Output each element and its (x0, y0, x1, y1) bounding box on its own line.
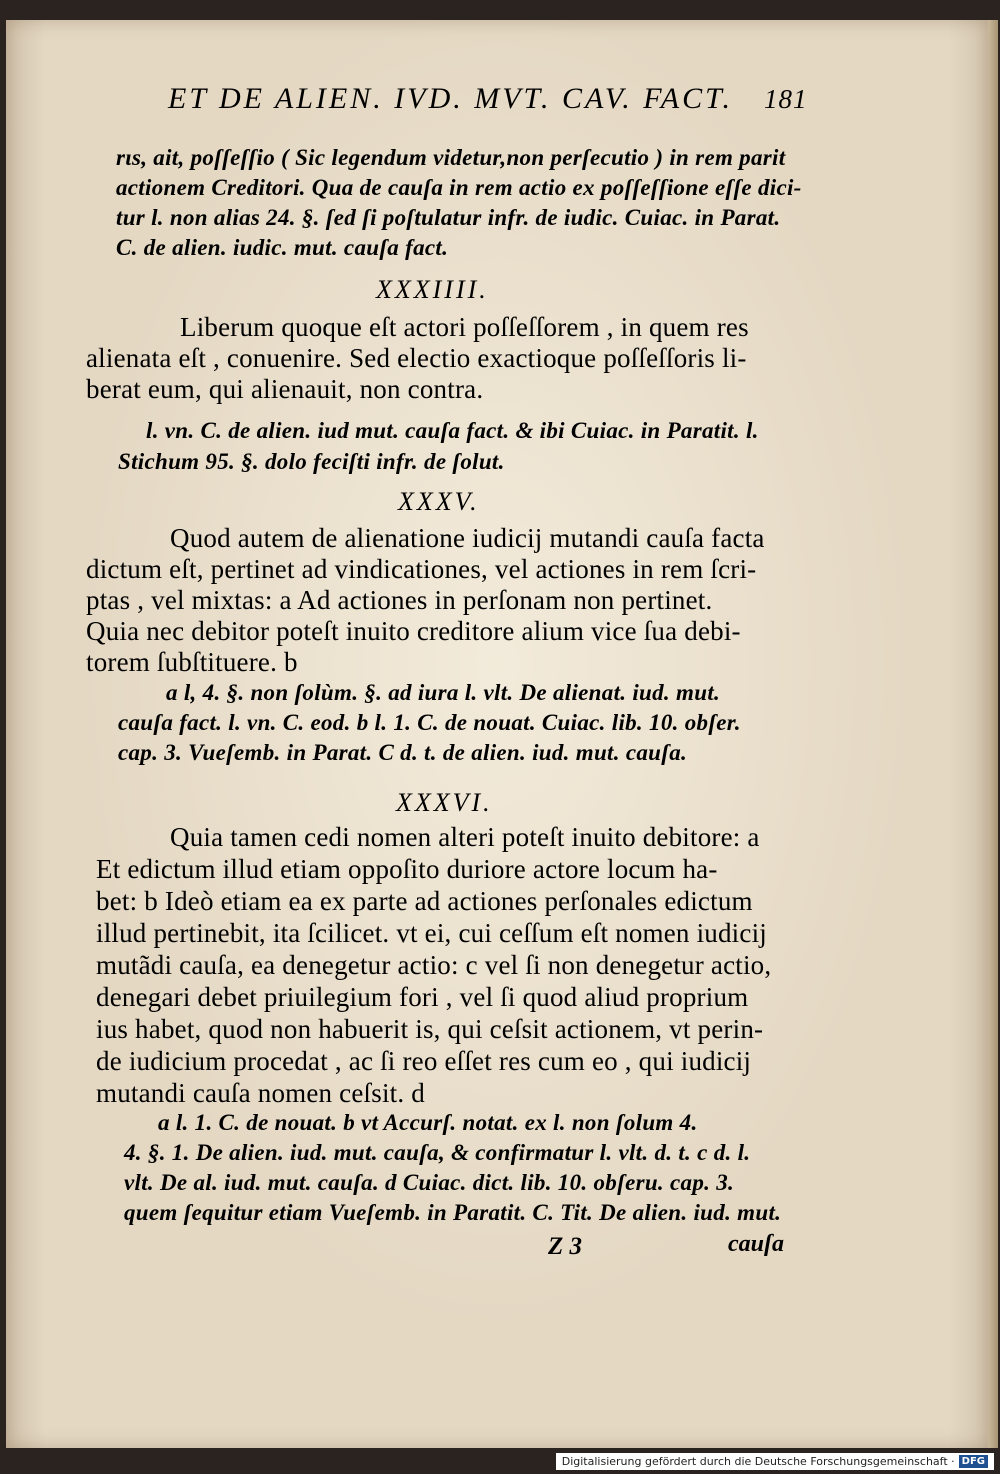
body-line: bet: b Ideò etiam ea ex parte ad actiones perſonales edictum (96, 886, 753, 916)
body-line: de iudicium procedat , ac ſi reo eſſet res cum eo , qui iudicij (96, 1046, 752, 1076)
body-line: alienata eſt , conuenire. Sed electio exactioque poſſeſſoris li- (86, 343, 747, 373)
note-line: Stichum 95. §. dolo feciſti infr. de ſolut. (118, 449, 505, 474)
note-line: quem ſequitur etiam Vueſemb. in Paratit. C. Tit. De alien. iud. mut. (124, 1200, 782, 1225)
body-line: ptas , vel mixtas: a Ad actiones in perſonam non pertinet. (86, 585, 713, 615)
body-line: illud pertinebit, ita ſcilicet. vt ei, cui ceſſum eſt nomen iudicij (96, 918, 767, 948)
note-line: a l, 4. §. non ſolùm. §. ad iura l. vlt. De alienat. iud. mut. (166, 680, 721, 705)
note-line: actionem Creditori. Qua de cauſa in rem actio ex poſſeſſione eſſe dici- (116, 175, 802, 200)
footer-credit: Digitalisierung gefördert durch die Deutsche Forschungsgemeinschaft · (561, 1455, 955, 1468)
body-line: mutandi cauſa nomen ceſsit. d (96, 1078, 425, 1108)
body-line: berat eum, qui alienauit, non contra. (86, 374, 484, 404)
note-line: 4. §. 1. De alien. iud. mut. cauſa, & confirmatur l. vlt. d. t. c d. l. (124, 1140, 751, 1165)
note-line: a l. 1. C. de nouat. b vt Accurſ. notat. ex l. non ſolum 4. (158, 1110, 698, 1135)
page-edge (988, 20, 998, 1448)
note-line: rιs, ait, poſſeſſio ( Sic legendum videtur,non perſecutio ) in rem parit (116, 145, 786, 170)
section-heading-34: XXXIIII. (376, 275, 489, 304)
catchword: cauſa (728, 1231, 784, 1257)
body-line: torem ſubſtituere. b (86, 647, 298, 677)
body-line: Quia nec debitor poteſt inuito creditore alium vice ſua debi- (86, 616, 741, 646)
note-line: vlt. De al. iud. mut. cauſa. d Cuiac. dict. lib. 10. obſeru. cap. 3. (124, 1170, 735, 1195)
note-line: cap. 3. Vueſemb. in Parat. C d. t. de alien. iud. mut. cauſa. (118, 740, 688, 765)
body-line: dictum eſt, pertinet ad vindicationes, vel actiones in rem ſcri- (86, 554, 757, 584)
body-line: mutãdi cauſa, ea denegetur actio: c vel ſi non denegetur actio, (96, 950, 772, 980)
body-line: Liberum quoque eſt actori poſſeſſorem , in quem res (180, 312, 749, 342)
note-line: C. de alien. iudic. mut. cauſa fact. (116, 235, 449, 260)
body-line: ius habet, quod non habuerit is, qui ceſsit actionem, vt perin- (96, 1014, 764, 1044)
digitization-footer (556, 1453, 994, 1470)
page-number: 181 (764, 84, 808, 114)
note-line: tur l. non alias 24. §. ſed ſi poſtulatur infr. de iudic. Cuiac. in Parat. (116, 205, 781, 230)
body-line: Et edictum illud etiam oppoſito duriore actore locum ha- (96, 854, 718, 884)
signature-mark: Z 3 (548, 1233, 583, 1260)
note-line: cauſa fact. l. vn. C. eod. b l. 1. C. de nouat. Cuiac. lib. 10. obſer. (118, 710, 741, 735)
section-heading-36: XXXVI. (396, 788, 493, 817)
dfg-logo-icon: DFG (959, 1455, 988, 1468)
section-heading-35: XXXV. (398, 487, 480, 516)
body-line: Quod autem de alienatione iudicij mutandi cauſa facta (170, 523, 765, 553)
running-title: ET DE ALIEN. IVD. MVT. CAV. FACT. (168, 82, 734, 115)
note-line: l. vn. C. de alien. iud mut. cauſa fact. & ibi Cuiac. in Paratit. l. (146, 418, 759, 443)
body-line: denegari debet priuilegium fori , vel ſi quod aliud proprium (96, 982, 749, 1012)
body-line: Quia tamen cedi nomen alteri poteſt inuito debitore: a (170, 822, 760, 852)
